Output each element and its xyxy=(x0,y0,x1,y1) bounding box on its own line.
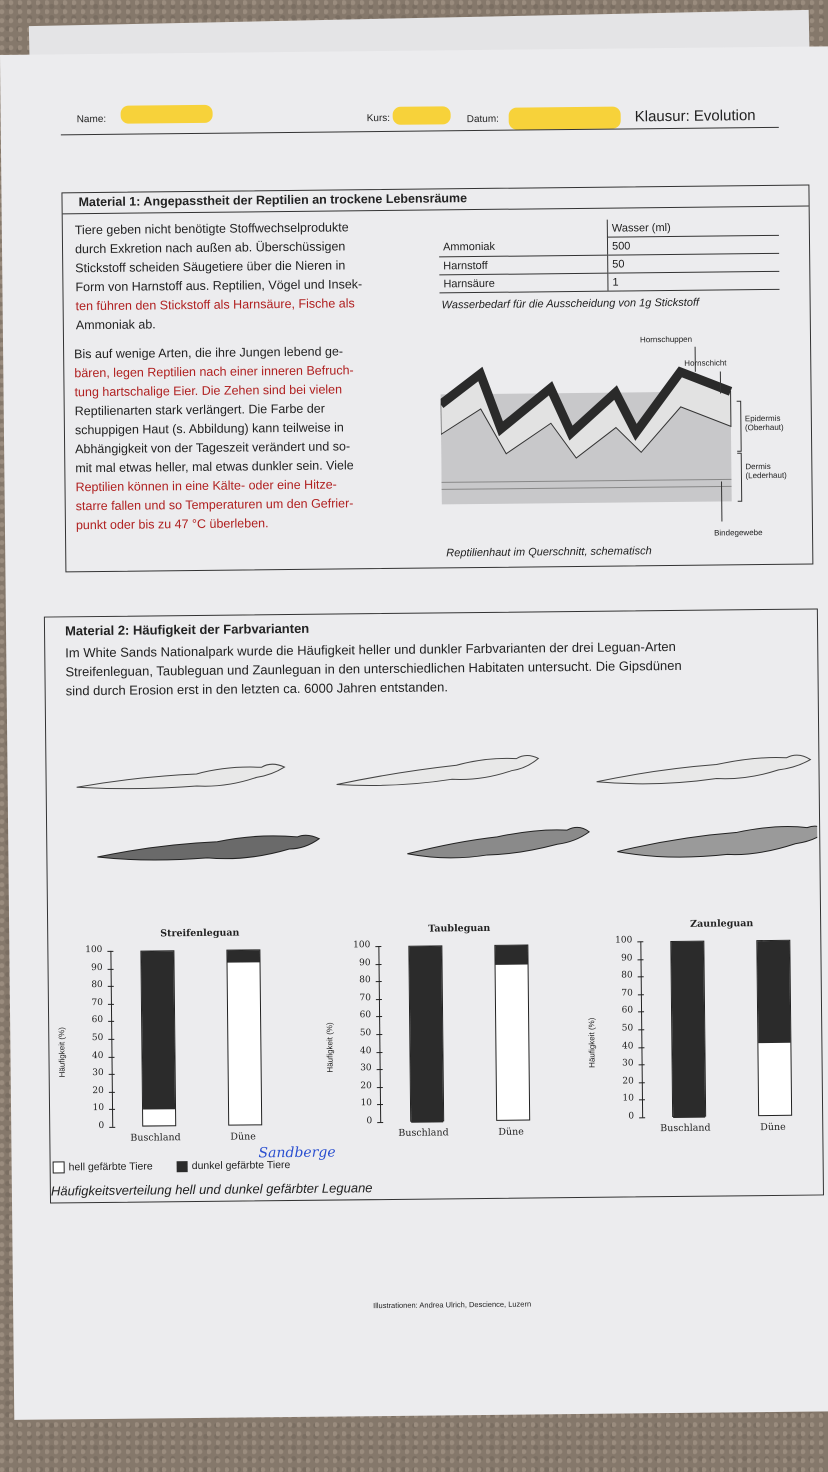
y-tick-label: 20 xyxy=(622,1076,634,1087)
header-rule xyxy=(61,127,779,136)
y-tick-mark xyxy=(109,1127,115,1128)
y-tick-label: 10 xyxy=(360,1098,373,1109)
y-axis-label: Häufigkeit (%) xyxy=(57,1027,67,1078)
lizard-illustrations xyxy=(56,709,818,917)
material2-title: Material 2: Häufigkeit der Farbvarianten xyxy=(64,620,310,639)
material2-box xyxy=(44,608,824,1203)
bar-buschland xyxy=(670,941,706,1117)
x-category-label: Buschland xyxy=(130,1132,181,1144)
taubleguan-light-lizard xyxy=(336,755,538,785)
y-tick-mark xyxy=(109,1109,115,1110)
y-tick-mark xyxy=(108,1056,114,1057)
label-hornschicht: Hornschicht xyxy=(684,358,727,368)
epidermis-bracket xyxy=(737,401,742,451)
y-tick-label: 0 xyxy=(98,1120,105,1132)
y-tick-mark xyxy=(108,1039,114,1040)
y-tick-mark xyxy=(638,1012,644,1013)
bar-dark-segment xyxy=(227,950,259,963)
y-tick-mark xyxy=(376,1052,382,1053)
streifenleguan-light-lizard xyxy=(76,764,284,789)
y-tick-label: 30 xyxy=(360,1063,372,1074)
y-tick-mark xyxy=(637,941,643,942)
skin-caption: Reptilienhaut im Querschnitt, schematisch xyxy=(446,545,652,560)
y-tick-mark xyxy=(638,976,644,977)
dermis-bracket xyxy=(737,453,742,501)
y-tick-label: 20 xyxy=(360,1080,372,1092)
bar-dark-segment xyxy=(141,951,175,1110)
y-tick-mark xyxy=(376,999,382,1000)
chart-title: Taubleguan xyxy=(428,922,491,935)
y-tick-label: 10 xyxy=(92,1103,105,1114)
y-tick-mark xyxy=(109,1074,115,1075)
material2-intro: Im White Sands Nationalpark wurde die Häufigkeit heller und dunkler Farbvarianten der drei Leguan-Arten Streifenleguan, Taubleguan und Zaunleguan in den unterschiedlichen Habitaten untersucht. Die Gipsdünen sind durch Erosion erst in den letzten ca. 6000 Jahren entstanden. xyxy=(65,638,682,699)
x-category-label: Buschland xyxy=(398,1127,449,1139)
chart-taubleguan xyxy=(316,920,578,1153)
y-tick-label: 70 xyxy=(621,988,633,999)
y-tick-mark xyxy=(108,1004,114,1005)
table-row: Harnsäure 1 xyxy=(439,271,779,293)
redaction-name xyxy=(121,105,213,124)
y-tick-label: 0 xyxy=(366,1116,373,1127)
y-tick-mark xyxy=(638,959,644,960)
y-tick-label: 50 xyxy=(91,1032,104,1044)
y-tick-label: 70 xyxy=(91,997,103,1008)
figure-caption: Häufigkeitsverteilung hell und dunkel gefärbter Leguane xyxy=(50,1180,373,1199)
y-tick-label: 40 xyxy=(621,1041,634,1052)
y-tick-mark xyxy=(377,1122,383,1123)
redaction-date xyxy=(509,107,621,130)
y-tick-label: 80 xyxy=(359,975,371,986)
water-table xyxy=(439,218,780,294)
legend-light-swatch xyxy=(53,1161,65,1173)
bar-buschland xyxy=(408,945,444,1121)
legend-dark-label: dunkel gefärbte Tiere xyxy=(191,1159,291,1173)
y-axis-label: Häufigkeit (%) xyxy=(325,1022,335,1073)
y-tick-label: 40 xyxy=(91,1050,104,1061)
y-tick-label: 80 xyxy=(621,970,633,981)
y-tick-label: 80 xyxy=(91,980,103,991)
y-tick-label: 30 xyxy=(622,1058,634,1069)
x-category-label: Düne xyxy=(230,1131,256,1143)
streifenleguan-dark-lizard xyxy=(97,835,319,861)
y-tick-mark xyxy=(639,1064,645,1065)
y-tick-label: 50 xyxy=(621,1023,634,1034)
bar-dark-segment xyxy=(671,942,705,1118)
zaunleguan-light-lizard xyxy=(596,755,810,784)
y-tick-label: 60 xyxy=(621,1005,634,1016)
y-tick-label: 40 xyxy=(359,1045,372,1056)
y-tick-mark xyxy=(376,1016,382,1017)
y-tick-label: 100 xyxy=(353,940,371,951)
taubleguan-dark-lizard xyxy=(407,827,589,858)
legend xyxy=(53,1159,291,1173)
y-tick-mark xyxy=(375,946,381,947)
y-tick-mark xyxy=(639,1100,645,1101)
handwritten-note: Sandberge xyxy=(258,1144,336,1162)
x-category-label: Düne xyxy=(498,1126,524,1138)
y-tick-label: 50 xyxy=(359,1028,372,1039)
zaunleguan-dark-lizard xyxy=(617,826,818,858)
y-tick-mark xyxy=(377,1104,383,1105)
y-tick-label: 100 xyxy=(615,935,633,946)
name-label: Name: xyxy=(76,113,107,126)
material1-paragraph1: Tiere geben nicht benötigte Stoffwechselprodukte durch Exkretion nach außen ab. Überschüssigen Stickstoff scheiden Säugetiere über die Nieren in Form von Harnstoff aus. Reptilien, Vögel und Insek- ten führen den Stickstoff als Harnsäure, Fische als Ammoniak ab. xyxy=(74,220,363,333)
legend-dark-swatch xyxy=(177,1161,188,1172)
y-axis-label: Häufigkeit (%) xyxy=(587,1017,597,1068)
date-label: Datum: xyxy=(466,113,499,126)
table-caption: Wasserbedarf für die Ausscheidung von 1g Stickstoff xyxy=(441,296,700,312)
label-dermis: Dermis (Lederhaut) xyxy=(745,461,787,481)
label-epidermis: Epidermis (Oberhaut) xyxy=(744,413,784,433)
table-row: Harnstoff 50 xyxy=(439,253,779,275)
table-row: Ammoniak 500 xyxy=(439,235,779,257)
bar-düne xyxy=(226,949,262,1125)
label-bindegewebe: Bindegewebe xyxy=(713,528,763,538)
material1-title: Material 1: Angepasstheit der Reptilien an trockene Lebensräume xyxy=(78,191,468,210)
y-tick-mark xyxy=(108,968,114,969)
y-tick-mark xyxy=(376,1034,382,1035)
y-tick-label: 70 xyxy=(359,992,371,1004)
y-tick-mark xyxy=(376,981,382,982)
y-tick-label: 90 xyxy=(91,962,103,973)
table-header-cell: Wasser (ml) xyxy=(607,218,779,237)
bar-dark-segment xyxy=(757,941,790,1043)
y-tick-mark xyxy=(108,1021,114,1022)
chart-zaunleguan xyxy=(578,915,828,1148)
material1-box xyxy=(61,185,813,573)
y-tick-mark xyxy=(377,1087,383,1088)
bar-buschland xyxy=(140,950,176,1126)
y-tick-mark xyxy=(108,986,114,987)
label-hornschuppen: Hornschuppen xyxy=(639,334,693,345)
y-tick-label: 90 xyxy=(359,957,371,968)
bar-dark-segment xyxy=(409,946,443,1122)
bar-düne xyxy=(494,945,530,1121)
y-tick-label: 10 xyxy=(622,1093,635,1104)
y-tick-label: 30 xyxy=(92,1068,104,1079)
exam-title: Klausur: Evolution xyxy=(634,107,756,126)
y-tick-label: 60 xyxy=(91,1015,104,1026)
bar-dark-segment xyxy=(495,946,527,966)
chart-title: Zaunleguan xyxy=(690,918,754,930)
y-tick-label: 60 xyxy=(359,1010,372,1021)
exam-sheet xyxy=(0,46,828,1420)
y-tick-mark xyxy=(377,1069,383,1070)
y-tick-mark xyxy=(639,1117,645,1118)
legend-light-label: hell gefärbte Tiere xyxy=(68,1160,153,1174)
y-tick-mark xyxy=(639,1082,645,1083)
chart-streifenleguan xyxy=(48,925,310,1158)
y-tick-label: 20 xyxy=(92,1085,104,1096)
course-label: Kurs: xyxy=(366,112,391,125)
chart-title: Streifenleguan xyxy=(160,927,240,940)
y-tick-mark xyxy=(638,994,644,995)
bar-düne xyxy=(756,940,792,1116)
x-category-label: Buschland xyxy=(660,1122,711,1135)
y-tick-mark xyxy=(638,1029,644,1030)
y-tick-mark xyxy=(638,1047,644,1048)
y-tick-label: 0 xyxy=(628,1111,635,1122)
y-tick-mark xyxy=(376,964,382,965)
charts-area xyxy=(48,919,822,1157)
y-tick-mark xyxy=(107,951,113,952)
y-tick-label: 90 xyxy=(620,953,633,964)
y-tick-label: 100 xyxy=(85,944,103,956)
material1-paragraph2: Bis auf wenige Arten, die ihre Jungen lebend ge- bären, legen Reptilien nach einer inneren Befruch- tung hartschalige Eier. Die Zehen sind bei vielen Reptilienarten stark verlängert. Die Farbe der schuppigen Haut (s. Abbildung) kann teilweise in Abhängigkeit von der Tageszeit verändert und so- mit mal etwas heller, mal etwas dunkler sein. Viele Reptilien können in eine Kälte- oder eine Hitze- starre fallen und so Temperaturen um den Gefrier- punkt oder bis zu 47 °C überleben. xyxy=(74,344,354,533)
y-tick-mark xyxy=(109,1092,115,1093)
x-category-label: Düne xyxy=(760,1121,786,1134)
redaction-course xyxy=(393,106,451,125)
credits: Illustrationen: Andrea Ulrich, Descience, Luzern xyxy=(373,1299,532,1311)
